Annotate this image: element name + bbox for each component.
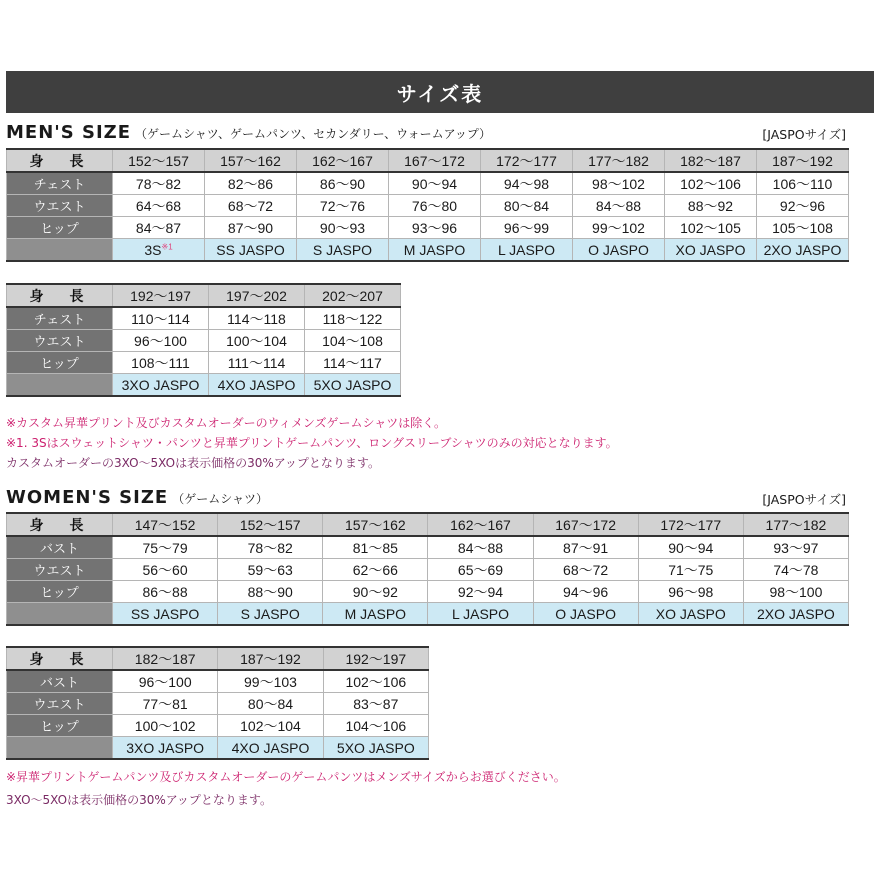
size-cell-bust (743, 536, 848, 559)
cell-text: 2XO JASPO (757, 605, 835, 622)
size-cell-waist (218, 693, 323, 715)
cell-text: 162〜167 (450, 516, 511, 533)
men-section-subtitle: （ゲームシャツ、ゲームパンツ、セカンダリー、ウォームアップ） (135, 127, 491, 141)
size-cell-hip (323, 715, 428, 737)
size-cell-height (573, 149, 665, 172)
cell-text: 4XO JASPO (231, 739, 310, 756)
size-cell-height (743, 513, 848, 536)
page-title: サイズ表 (6, 71, 874, 113)
cell-text: 2XO JASPO (763, 241, 842, 258)
cell-text: 182〜187 (680, 152, 741, 169)
size-cell-waist (533, 559, 638, 581)
size-cell-hip (113, 352, 209, 374)
size-cell-waist (209, 330, 305, 352)
cell-text: 72〜76 (319, 197, 366, 214)
cell-text: 202〜207 (322, 287, 383, 304)
row-label-bust: バスト (7, 536, 113, 559)
size-cell-chest (113, 172, 205, 195)
cell-text: 87〜90 (227, 219, 274, 236)
size-cell-height (209, 284, 305, 307)
size-cell-height (757, 149, 849, 172)
cell-text: 88〜92 (687, 197, 734, 214)
jaspo-size-cell (481, 239, 573, 262)
cell-text: 177〜182 (765, 516, 827, 533)
men-size-table-2 (6, 283, 401, 397)
cell-text: 102〜106 (345, 673, 407, 690)
row-label-height: 身 長 (7, 647, 113, 670)
size-cell-bust (428, 536, 533, 559)
cell-text: 167〜172 (404, 152, 465, 169)
size-cell-height (389, 149, 481, 172)
men-section-header (6, 122, 491, 143)
row-label-waist: ウエスト (7, 559, 113, 581)
cell-text: 82〜86 (227, 175, 274, 192)
jaspo-size-cell (209, 374, 305, 397)
cell-text: 162〜167 (312, 152, 373, 169)
cell-text: 5XO JASPO (313, 376, 392, 393)
row-label-jaspo (7, 239, 113, 262)
cell-text: 167〜172 (555, 516, 616, 533)
size-cell-hip (573, 217, 665, 239)
jaspo-size-cell (533, 603, 638, 626)
size-row-hip (7, 581, 849, 603)
cell-text: 118〜122 (322, 310, 383, 327)
cell-text: 96〜98 (668, 583, 714, 600)
cell-text: 86〜90 (319, 175, 366, 192)
cell-text: 172〜177 (660, 516, 722, 533)
jaspo-size-cell (113, 737, 218, 760)
row-label-jaspo (7, 737, 113, 760)
size-cell-height (205, 149, 297, 172)
cell-text: 90〜92 (352, 583, 398, 600)
size-cell-height (218, 513, 323, 536)
size-cell-hip (428, 581, 533, 603)
size-cell-waist (113, 559, 218, 581)
size-cell-hip (743, 581, 848, 603)
size-cell-height (113, 149, 205, 172)
cell-text: 108〜111 (131, 354, 190, 371)
cell-text: 94〜96 (563, 583, 609, 600)
jaspo-size-cell (638, 603, 743, 626)
size-cell-height (638, 513, 743, 536)
jaspo-size-cell (757, 239, 849, 262)
women-note-1: ※昇華プリントゲームパンツ及びカスタムオーダーのゲームパンツはメンズサイズからお選びください。 (6, 770, 566, 784)
cell-text: 94〜98 (503, 175, 550, 192)
size-cell-waist (743, 559, 848, 581)
size-row-height (7, 284, 401, 307)
row-label-hip: ヒップ (7, 581, 113, 603)
cell-text: 105〜108 (772, 219, 833, 236)
size-row-jaspo (7, 603, 849, 626)
jaspo-size-cell (218, 603, 323, 626)
cell-text: 172〜177 (496, 152, 557, 169)
cell-text: 59〜63 (247, 561, 293, 578)
size-row-jaspo (7, 374, 401, 397)
size-cell-height (428, 513, 533, 536)
cell-text: O JASPO (555, 605, 616, 622)
cell-text: 68〜72 (227, 197, 274, 214)
size-cell-hip (305, 352, 401, 374)
size-cell-waist (757, 195, 849, 217)
cell-text: 74〜78 (773, 561, 819, 578)
cell-text: 114〜118 (227, 310, 286, 327)
size-cell-height (323, 513, 428, 536)
size-cell-bust (113, 536, 218, 559)
size-cell-height (113, 284, 209, 307)
women-section-title: WOMEN'S SIZE (6, 487, 169, 508)
size-cell-hip (665, 217, 757, 239)
row-label-jaspo (7, 603, 113, 626)
cell-text: 80〜84 (247, 695, 294, 712)
cell-text: 152〜157 (239, 516, 301, 533)
size-cell-chest (205, 172, 297, 195)
row-label-hip: ヒップ (7, 715, 113, 737)
size-row-bust (7, 670, 429, 693)
size-cell-hip (218, 715, 323, 737)
size-cell-waist (297, 195, 389, 217)
size-cell-waist (573, 195, 665, 217)
jaspo-size-cell (573, 239, 665, 262)
jaspo-size-cell (428, 603, 533, 626)
size-cell-waist (481, 195, 573, 217)
size-cell-chest (209, 307, 305, 330)
size-row-chest (7, 172, 849, 195)
size-cell-waist (113, 330, 209, 352)
cell-text: 157〜162 (344, 516, 406, 533)
cell-text: 110〜114 (131, 310, 190, 327)
size-cell-bust (218, 670, 323, 693)
size-cell-height (323, 647, 428, 670)
row-label-height: 身 長 (7, 513, 113, 536)
cell-text: 65〜69 (457, 561, 504, 578)
cell-text: 100〜102 (134, 717, 196, 734)
size-cell-waist (323, 559, 428, 581)
size-row-chest (7, 307, 401, 330)
size-cell-bust (638, 536, 743, 559)
cell-text: 56〜60 (142, 561, 188, 578)
cell-text: 75〜79 (142, 539, 188, 556)
cell-text: 88〜90 (247, 583, 293, 600)
cell-text: 84〜88 (595, 197, 642, 214)
row-label-hip: ヒップ (7, 217, 113, 239)
cell-text: 78〜82 (135, 175, 182, 192)
jaspo-size-cell (389, 239, 481, 262)
size-cell-chest (665, 172, 757, 195)
cell-text: XO JASPO (675, 241, 746, 258)
size-cell-hip (113, 581, 218, 603)
cell-text: 93〜96 (411, 219, 458, 236)
size-cell-waist (305, 330, 401, 352)
cell-text: 3XO JASPO (126, 739, 205, 756)
cell-text: 187〜192 (240, 650, 301, 667)
size-cell-waist (665, 195, 757, 217)
men-section-title: MEN'S SIZE (6, 122, 132, 143)
cell-text: 197〜202 (226, 287, 287, 304)
cell-text: M JASPO (344, 605, 407, 622)
cell-text: 80〜84 (503, 197, 550, 214)
row-label-waist: ウエスト (7, 693, 113, 715)
jaspo-size-cell (305, 374, 401, 397)
size-cell-chest (389, 172, 481, 195)
size-cell-hip (533, 581, 638, 603)
cell-text: 147〜152 (134, 516, 196, 533)
cell-text: 182〜187 (134, 650, 196, 667)
size-cell-hip (297, 217, 389, 239)
cell-text: 4XO JASPO (217, 376, 296, 393)
cell-text: 92〜94 (457, 583, 504, 600)
women-section-header (6, 487, 268, 508)
size-row-waist (7, 195, 849, 217)
cell-text: S JASPO (312, 241, 373, 258)
size-cell-hip (757, 217, 849, 239)
size-cell-bust (113, 670, 218, 693)
size-cell-chest (305, 307, 401, 330)
size-cell-hip (113, 715, 218, 737)
cell-text: 102〜105 (680, 219, 741, 236)
size-cell-bust (218, 536, 323, 559)
men-size-table-1 (6, 148, 849, 262)
size-cell-waist (389, 195, 481, 217)
women-jaspo-label: [JASPOサイズ] (762, 492, 846, 507)
size-cell-height (113, 513, 218, 536)
jaspo-size-cell (743, 603, 848, 626)
women-note-2: 3XO〜5XOは表示価格の30%アップとなります。 (6, 793, 272, 807)
size-row-waist (7, 559, 849, 581)
cell-text: 177〜182 (588, 152, 649, 169)
women-section-subtitle: （ゲームシャツ） (172, 492, 268, 506)
size-cell-hip (205, 217, 297, 239)
row-label-bust: バスト (7, 670, 113, 693)
size-cell-hip (323, 581, 428, 603)
size-cell-waist (218, 559, 323, 581)
size-cell-hip (209, 352, 305, 374)
row-label-chest: チェスト (7, 172, 113, 195)
row-label-height: 身 長 (7, 149, 113, 172)
cell-text: 78〜82 (247, 539, 293, 556)
cell-text: 187〜192 (772, 152, 833, 169)
cell-text: 83〜87 (353, 695, 399, 712)
row-label-chest: チェスト (7, 307, 113, 330)
size-cell-waist (113, 693, 218, 715)
cell-text: 90〜93 (319, 219, 366, 236)
size-cell-waist (113, 195, 205, 217)
cell-text: 76〜80 (411, 197, 458, 214)
cell-text: 111〜114 (227, 354, 286, 371)
size-cell-height (218, 647, 323, 670)
size-cell-height (297, 149, 389, 172)
size-cell-height (665, 149, 757, 172)
men-note-2: ※1. 3Sはスウェットシャツ・パンツと昇華プリントゲームパンツ、ロングスリーブシャツのみの対応となります。 (6, 436, 618, 450)
size-row-waist (7, 330, 401, 352)
size-cell-height (113, 647, 218, 670)
cell-text: SS JASPO (216, 241, 285, 258)
cell-text: M JASPO (403, 241, 466, 258)
cell-text: 71〜75 (668, 561, 714, 578)
size-row-bust (7, 536, 849, 559)
size-cell-hip (218, 581, 323, 603)
cell-text: 92〜96 (779, 197, 826, 214)
cell-text: 99〜102 (592, 219, 645, 236)
cell-text: 192〜197 (345, 650, 407, 667)
cell-text: 114〜117 (323, 354, 382, 371)
size-cell-height (305, 284, 401, 307)
size-row-hip (7, 217, 849, 239)
jaspo-size-cell (113, 239, 205, 262)
cell-text: 81〜85 (352, 539, 398, 556)
cell-text: 106〜110 (772, 175, 833, 192)
cell-text: 86〜88 (142, 583, 188, 600)
jaspo-size-cell (205, 239, 297, 262)
men-jaspo-label: [JASPOサイズ] (762, 127, 846, 142)
size-row-hip (7, 352, 401, 374)
row-label-height: 身 長 (7, 284, 113, 307)
women-size-table-1 (6, 512, 849, 626)
size-cell-chest (573, 172, 665, 195)
jaspo-size-cell (113, 603, 218, 626)
size-cell-bust (323, 670, 428, 693)
size-row-height (7, 513, 849, 536)
women-size-table-2 (6, 646, 429, 760)
size-cell-height (481, 149, 573, 172)
size-row-hip (7, 715, 429, 737)
cell-text: 98〜100 (769, 583, 823, 600)
size-row-height (7, 149, 849, 172)
size-cell-waist (638, 559, 743, 581)
size-row-waist (7, 693, 429, 715)
size-cell-chest (481, 172, 573, 195)
cell-text: XO JASPO (655, 605, 726, 622)
cell-text: 96〜100 (134, 332, 187, 349)
cell-text: 96〜100 (138, 673, 192, 690)
cell-text: 93〜97 (773, 539, 819, 556)
cell-text: 157〜162 (220, 152, 281, 169)
men-note-1: ※カスタム昇華プリント及びカスタムオーダーのウィメンズゲームシャツは除く。 (6, 416, 447, 430)
size-row-jaspo (7, 737, 429, 760)
size-row-jaspo (7, 239, 849, 262)
cell-text: 64〜68 (135, 197, 182, 214)
cell-text: 3S (144, 241, 162, 258)
size-cell-chest (113, 307, 209, 330)
row-label-waist: ウエスト (7, 195, 113, 217)
size-cell-bust (323, 536, 428, 559)
row-label-jaspo (7, 374, 113, 397)
cell-text: 102〜106 (680, 175, 741, 192)
jaspo-size-cell (297, 239, 389, 262)
size-row-height (7, 647, 429, 670)
cell-text: 100〜104 (226, 332, 287, 349)
jaspo-size-cell (113, 374, 209, 397)
jaspo-size-cell (218, 737, 323, 760)
size-cell-hip (113, 217, 205, 239)
cell-text: 104〜106 (345, 717, 407, 734)
men-note-3: カスタムオーダーの3XO〜5XOは表示価格の30%アップとなります。 (6, 456, 380, 470)
size-cell-waist (428, 559, 533, 581)
size-cell-waist (323, 693, 428, 715)
cell-text: 84〜88 (457, 539, 504, 556)
size-cell-bust (533, 536, 638, 559)
cell-text: SS JASPO (130, 605, 200, 622)
size-cell-hip (638, 581, 743, 603)
row-label-hip: ヒップ (7, 352, 113, 374)
cell-text: L JASPO (497, 241, 556, 258)
size-cell-chest (297, 172, 389, 195)
cell-text: 102〜104 (240, 717, 301, 734)
cell-text: 98〜102 (592, 175, 645, 192)
cell-text: 96〜99 (503, 219, 550, 236)
jaspo-size-cell (665, 239, 757, 262)
size-cell-hip (481, 217, 573, 239)
cell-text: 192〜197 (130, 287, 191, 304)
cell-text: 90〜94 (411, 175, 458, 192)
cell-text: 5XO JASPO (336, 739, 415, 756)
cell-text: O JASPO (588, 241, 649, 258)
cell-text: 3XO JASPO (121, 376, 200, 393)
cell-text: 68〜72 (563, 561, 609, 578)
size-cell-chest (757, 172, 849, 195)
cell-text: 152〜157 (128, 152, 189, 169)
cell-text: 99〜103 (244, 673, 297, 690)
cell-text: 104〜108 (322, 332, 383, 349)
cell-text: 62〜66 (352, 561, 398, 578)
size-cell-height (533, 513, 638, 536)
row-label-waist: ウエスト (7, 330, 113, 352)
footnote-mark: ※1 (161, 241, 173, 251)
cell-text: 84〜87 (135, 219, 182, 236)
jaspo-size-cell (323, 737, 428, 760)
size-cell-hip (389, 217, 481, 239)
cell-text: 77〜81 (142, 695, 188, 712)
cell-text: S JASPO (240, 605, 300, 622)
cell-text: 87〜91 (563, 539, 609, 556)
cell-text: L JASPO (451, 605, 510, 622)
cell-text: 90〜94 (668, 539, 714, 556)
jaspo-size-cell (323, 603, 428, 626)
size-cell-waist (205, 195, 297, 217)
